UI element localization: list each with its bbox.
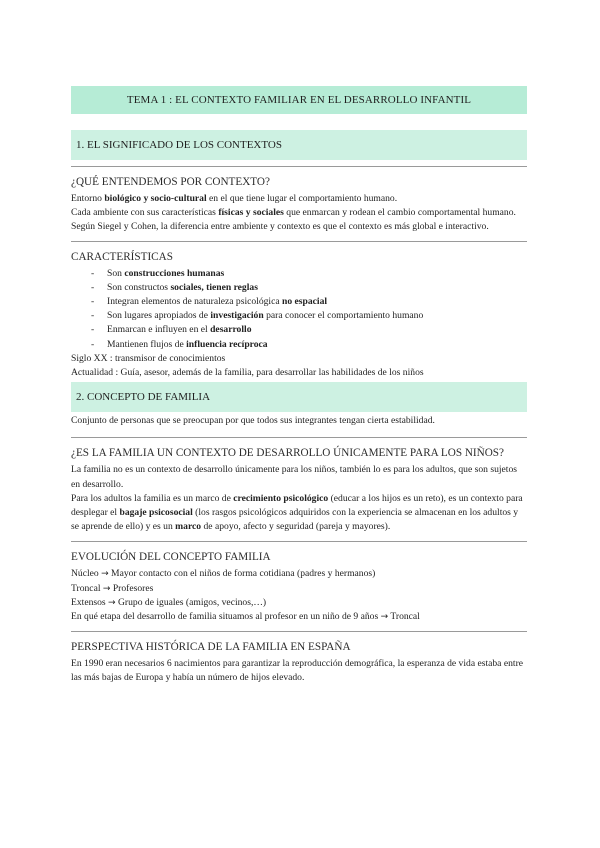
- paragraph-siegel-cohen: Según Siegel y Cohen, la diferencia entre ambiente y contexto es que el contexto es más global e interactivo.: [71, 221, 489, 233]
- paragraph-marco-crecimiento: Para los adultos la familia es un marco de crecimiento psicológico (educar a los hijos es un reto), es un contexto para desplegar el bagaje psicosocial (los rasgos psicológicos adquiridos con la experiencia se almacenan en los adultos y se aprende de ello) y es un marco de apoyo, afecto y seguridad (pareja y mayores).: [71, 492, 523, 533]
- heading-perspectiva-historica: PERSPECTIVA HISTÓRICA DE LA FAMILIA EN ESPAÑA: [71, 641, 351, 654]
- paragraph-1990: En 1990 eran necesarios 6 nacimientos para garantizar la reproducción demográfica, la esperanza de vida estaba entre las más bajas de Europa y había un número de hijos elevado.: [71, 658, 524, 684]
- evolucion-line-extensos: Extensos → Grupo de iguales (amigos, vecinos,…): [71, 596, 267, 608]
- heading-caracteristicas: CARACTERÍSTICAS: [71, 250, 173, 263]
- divider: [71, 631, 527, 632]
- section-2-header: 2. CONCEPTO DE FAMILIA: [71, 382, 527, 412]
- evolucion-line-nucleo: Núcleo → Mayor contacto con el niños de forma cotidiana (padres y hermanos): [71, 568, 376, 580]
- section-1-header: 1. EL SIGNIFICADO DE LOS CONTEXTOS: [71, 130, 527, 160]
- list-item: - Integran elementos de naturaleza psicológica no espacial: [91, 296, 328, 308]
- paragraph-ambiente: Cada ambiente con sus características físicas y sociales que enmarcan y rodean el cambio comportamental humano.: [71, 207, 516, 219]
- document-title: TEMA 1 : EL CONTEXTO FAMILIAR EN EL DESARROLLO INFANTIL: [71, 86, 527, 114]
- heading-que-es-contexto: ¿QUÉ ENTENDEMOS POR CONTEXTO?: [71, 176, 270, 188]
- paragraph-siglo-xx: Siglo XX : transmisor de conocimientos: [71, 352, 226, 364]
- heading-familia-contexto: ¿ES LA FAMILIA UN CONTEXTO DE DESARROLLO ÚNICAMENTE PARA LOS NIÑOS?: [71, 447, 504, 460]
- divider: [71, 541, 527, 542]
- evolucion-line-troncal: Troncal → Profesores: [71, 582, 154, 594]
- list-item: - Son lugares apropiados de investigación para conocer el comportamiento humano: [91, 310, 424, 322]
- divider: [71, 241, 527, 242]
- list-item: - Son constructos sociales, tienen reglas: [91, 281, 258, 293]
- right-arrow-icon: →: [380, 612, 389, 623]
- right-arrow-icon: →: [101, 569, 109, 580]
- list-item: - Enmarcan e influyen en el desarrollo: [91, 324, 252, 336]
- divider: [71, 437, 527, 438]
- evolucion-line-etapa: En qué etapa del desarrollo de familia situamos al profesor en un niño de 9 años → Troncal: [71, 611, 420, 623]
- paragraph-actualidad: Actualidad : Guía, asesor, además de la familia, para desarrollar las habilidades de los niños: [71, 367, 424, 379]
- paragraph-definicion-familia: Conjunto de personas que se preocupan por que todos sus integrantes tengan cierta estabilidad.: [71, 415, 435, 427]
- right-arrow-icon: →: [102, 583, 111, 594]
- divider: [71, 166, 527, 167]
- paragraph-entorno: Entorno biológico y socio-cultural en el que tiene lugar el comportamiento humano.: [71, 193, 398, 204]
- document-page: [71, 86, 527, 686]
- list-item: - Son construcciones humanas: [91, 267, 225, 279]
- right-arrow-icon: →: [108, 597, 116, 608]
- paragraph-familia-adultos: La familia no es un contexto de desarrollo únicamente para los niños, también lo es para los adultos, que son sujetos en desarrollo.: [71, 464, 517, 490]
- heading-evolucion: EVOLUCIÓN DEL CONCEPTO FAMILIA: [71, 551, 271, 564]
- caracteristicas-list: [71, 267, 527, 352]
- list-item: - Mantienen flujos de influencia recíproca: [91, 338, 268, 350]
